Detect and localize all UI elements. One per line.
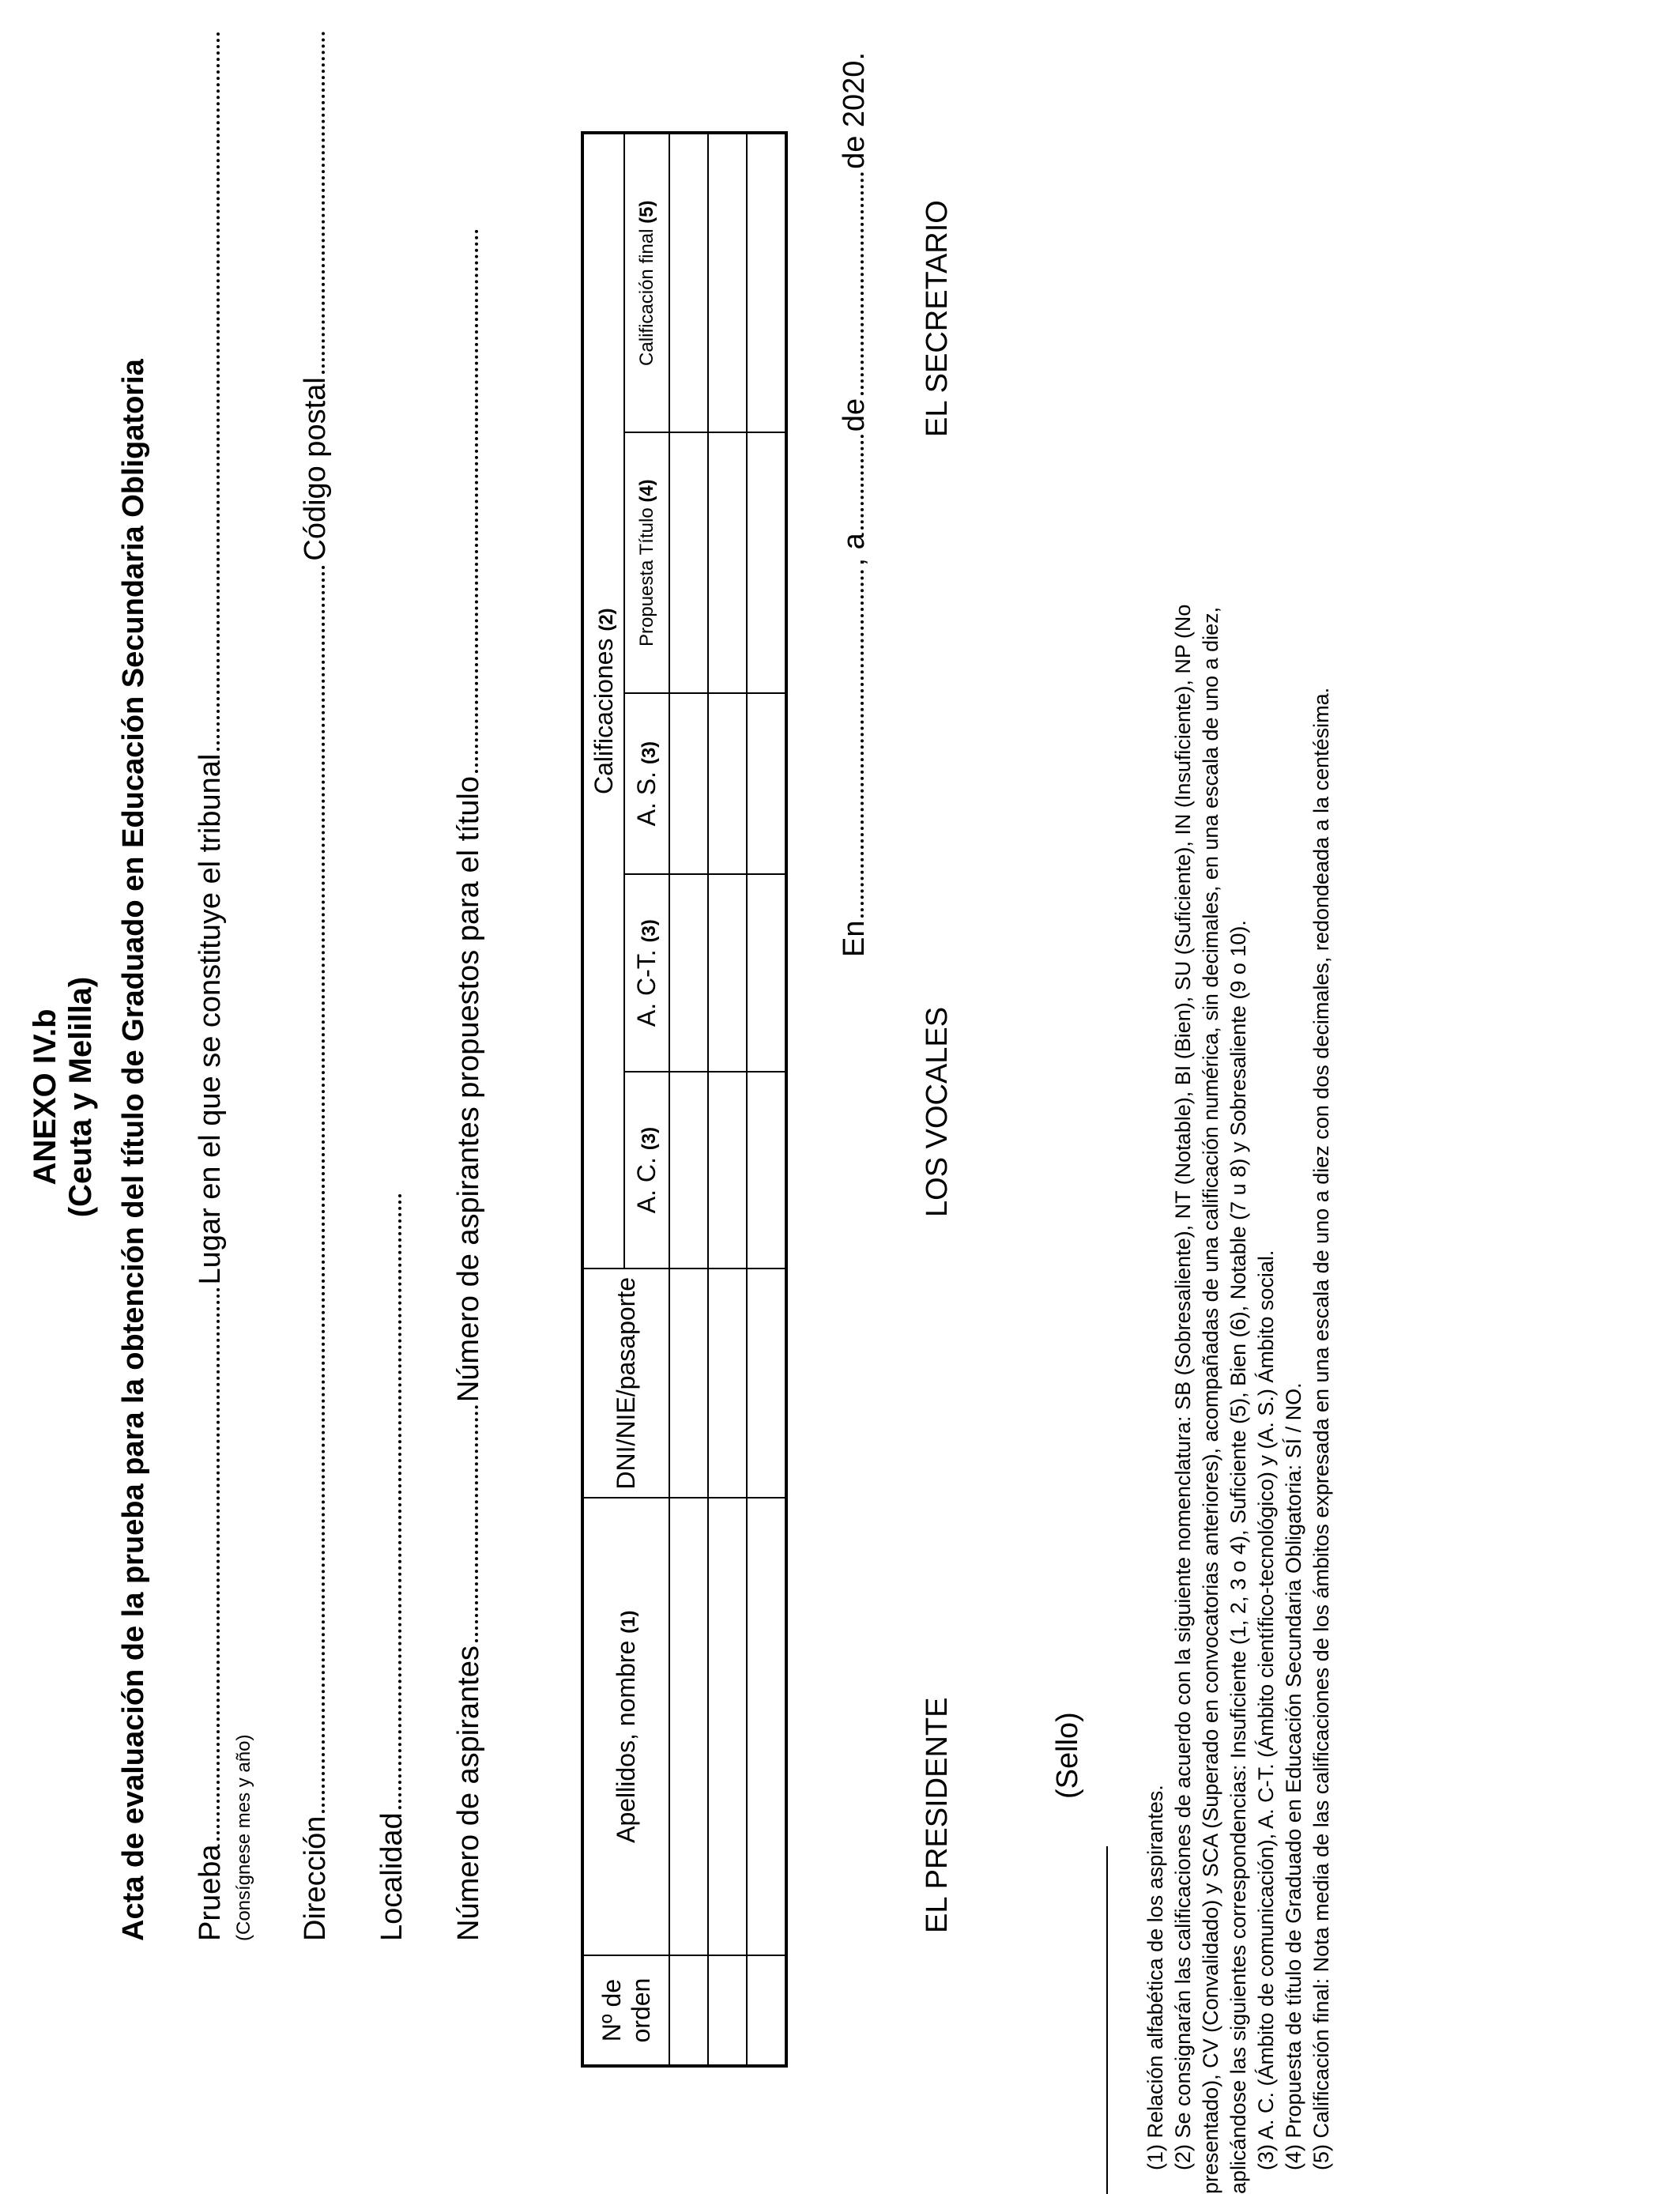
col-as-note: (3) [638,741,660,765]
table-cell[interactable] [747,1269,786,1498]
header-act [624,874,669,1071]
group-note: (2) [595,608,617,631]
aspirantes-line [452,226,486,1941]
date-place-field[interactable] [853,570,864,918]
footnote-2-cont: presentado), CV (Convalidado) y SCA (Superado en convocatorias anteriores), acompañadas de una calificación numérica, sin decimales, en una escala de uno a diez, [1199,606,1222,2194]
table-cell[interactable] [747,693,786,875]
evaluation-table [581,131,788,2068]
table-row [747,133,786,2066]
table-cell[interactable] [669,1072,708,1269]
col-final-label: Calificación final [635,228,657,366]
date-day-field[interactable] [853,435,864,530]
header-final [624,133,669,432]
table-row [708,133,747,2066]
table-cell[interactable] [708,1955,747,2066]
table-cell[interactable] [708,133,747,432]
direccion-field[interactable] [314,564,325,1813]
date-line [838,52,872,957]
table-cell[interactable] [669,1269,708,1498]
prueba-label: Prueba [194,1844,227,1941]
date-month-field[interactable] [853,172,864,395]
col-final-note: (5) [635,200,657,224]
table-cell[interactable] [669,133,708,432]
col-nombre-note: (1) [618,1610,639,1634]
codigo-postal-field[interactable] [314,32,325,374]
direccion-line [299,28,333,1941]
prueba-hint: (Consígnese mes y año) [233,1734,254,1941]
table-cell[interactable] [669,693,708,875]
document-title: Acta de evaluación de la prueba para la obtención del título de Graduado en Educación Secundaria Obligatoria [117,359,150,1941]
footnote-rule [1106,1846,1108,2194]
table-cell[interactable] [708,1498,747,1955]
prueba-line [194,28,228,1941]
vocales-label: LOS VOCALES [921,1006,954,1217]
header-propuesta [624,432,669,692]
table-cell[interactable] [747,133,786,432]
num-aspirantes-label: Número de aspirantes [452,1646,485,1941]
table-cell[interactable] [747,874,786,1071]
col-as-label: A. S. [632,771,661,827]
table-cell[interactable] [747,1498,786,1955]
col-ac-label: A. C. [632,1157,661,1214]
footnote-2-cont2: aplicándose las siguientes correspondencias: Insuficiente (1, 2, 3 o 4), Suficiente (5), Bien (6), Notable (7 u 8) y Sobresaliente (9 o 10). [1226,920,1250,2194]
col-orden-label: Nº de orden [597,1977,655,2043]
header-nombre [582,1498,669,1955]
num-propuestos-field[interactable] [467,229,478,773]
table-cell[interactable] [708,432,747,692]
secretario-label: EL SECRETARIO [921,200,954,437]
table-cell[interactable] [708,874,747,1071]
footnote-2: (2) Se consignarán las calificaciones de acuerdo con la siguiente nomenclatura: SB (Sobresaliente), NT (Notable), BI (Bien), SU (Suficiente), IN (Insuficiente), NP (No [1171,604,1195,2170]
table-cell[interactable] [669,874,708,1071]
sello-label: (Sello) [1051,1712,1084,1799]
header-orden [582,1955,669,2066]
table-cell[interactable] [747,432,786,692]
codigo-postal-label: Código postal [299,377,332,561]
presidente-label: EL PRESIDENTE [921,1697,954,1933]
col-propuesta-note: (4) [635,479,657,503]
annex-heading: ANEXO IV.b [28,1008,62,1186]
col-propuesta-label: Propuesta Título [635,507,657,647]
header-dni [582,1269,669,1498]
header-ac [624,1072,669,1269]
table-cell[interactable] [669,432,708,692]
localidad-field[interactable] [390,1193,401,1809]
footnote-1: (1) Relación alfabética de los aspirantes. [1143,1785,1167,2170]
direccion-label: Dirección [299,1815,332,1941]
header-as [624,693,669,875]
prueba-field[interactable] [209,1287,220,1841]
table-row [669,133,708,2066]
col-nombre-label: Apellidos, nombre [612,1640,640,1843]
table-cell[interactable] [669,1955,708,2066]
date-de2-label: de 2020. [838,52,871,169]
footnote-4: (4) Propuesta de título de Graduado en Educación Secundaria Obligatoria: SÍ / NO. [1282,1382,1305,2170]
date-a-label: , a [838,533,871,567]
table-cell[interactable] [747,1955,786,2066]
localidad-line [375,1190,409,1941]
lugar-field[interactable] [209,32,220,751]
num-propuestos-label: Número de aspirantes propuestos para el título [452,776,485,1403]
col-act-label: A. C-T. [632,949,661,1027]
table-cell[interactable] [708,1269,747,1498]
group-calificaciones-label: Calificaciones [589,638,618,794]
num-aspirantes-field[interactable] [467,1405,478,1642]
table-cell[interactable] [708,693,747,875]
date-en-label: En [838,920,871,957]
col-ac-note: (3) [638,1126,660,1151]
table-cell[interactable] [747,1072,786,1269]
lugar-label: Lugar en el que se constituye el tribunal [194,753,227,1285]
col-act-note: (3) [638,919,660,943]
table-cell[interactable] [708,1072,747,1269]
region-heading: (Ceuta y Melilla) [63,976,98,1218]
col-dni-label: DNI/NIE/pasaporte [612,1276,640,1490]
localidad-label: Localidad [375,1812,409,1941]
footnote-5: (5) Calificación final: Nota media de las calificaciones de los ámbitos expresada en una escala de uno a diez con dos decimales, redondeada a la centésima. [1309,687,1333,2170]
header-calificaciones [582,133,624,1269]
table-cell[interactable] [669,1498,708,1955]
footnote-3: (3) A. C. (Ámbito de comunicación), A. C-T. (Ámbito científico-tecnológico) y (A. S.) Ámbito social. [1254,1250,1278,2170]
date-de1-label: de [838,398,871,432]
